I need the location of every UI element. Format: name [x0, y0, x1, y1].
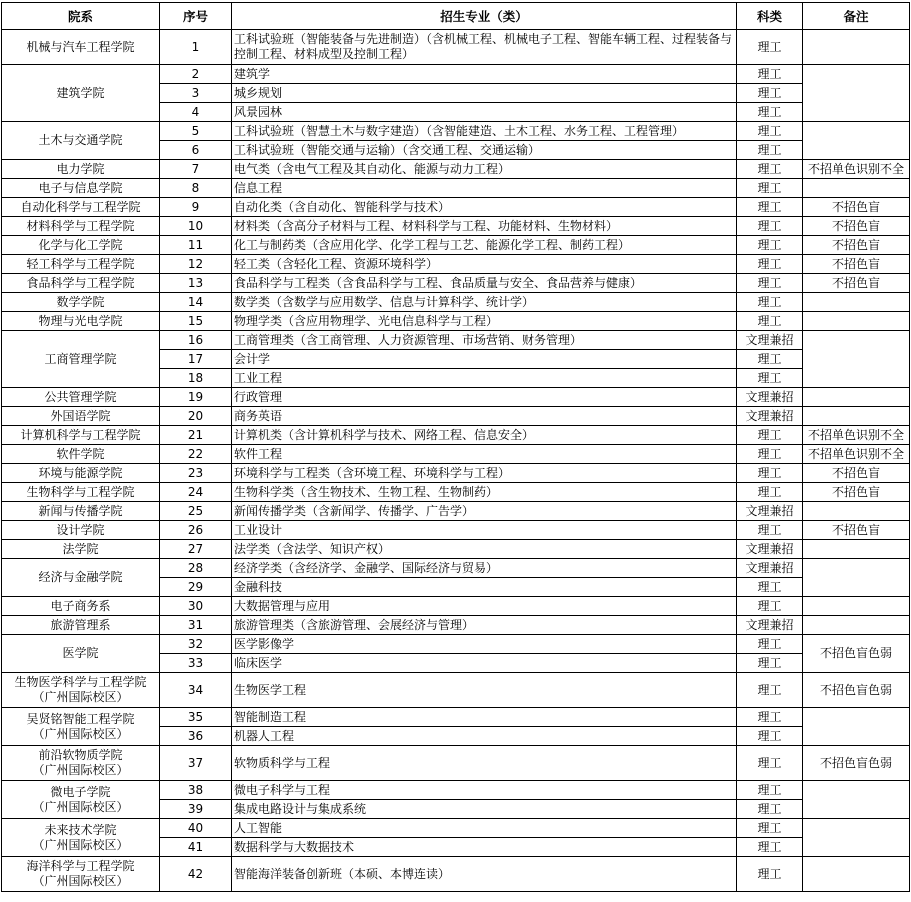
no-cell: 2	[160, 65, 232, 84]
dept-campus: （广州国际校区）	[32, 874, 129, 888]
note-cell: 不招色盲	[803, 464, 910, 483]
table-row	[2, 255, 910, 274]
major-cell: 轻工类（含轻化工程、资源环境科学）	[232, 255, 737, 274]
note-cell	[803, 559, 910, 597]
kind-cell: 理工	[737, 727, 803, 746]
dept-cell: 医学院	[2, 635, 160, 673]
dept-cell: 工商管理学院	[2, 331, 160, 388]
note-cell	[803, 65, 910, 122]
table-row	[2, 30, 910, 65]
major-cell: 食品科学与工程类（含食品科学与工程、食品质量与安全、食品营养与健康）	[232, 274, 737, 293]
note-cell	[803, 388, 910, 407]
major-cell: 软物质科学与工程	[232, 746, 737, 781]
note-cell: 不招单色识别不全	[803, 160, 910, 179]
note-cell: 不招色盲	[803, 198, 910, 217]
no-cell: 21	[160, 426, 232, 445]
header-major: 招生专业（类）	[232, 3, 737, 30]
kind-cell: 理工	[737, 426, 803, 445]
table-row	[2, 331, 910, 350]
dept-cell: 外国语学院	[2, 407, 160, 426]
dept-cell: 旅游管理系	[2, 616, 160, 635]
major-cell: 行政管理	[232, 388, 737, 407]
note-cell	[803, 597, 910, 616]
note-cell: 不招色盲色弱	[803, 746, 910, 781]
header-row	[2, 3, 910, 30]
dept-name: 海洋科学与工程学院	[26, 859, 135, 873]
kind-cell: 理工	[737, 30, 803, 65]
no-cell: 19	[160, 388, 232, 407]
kind-cell: 文理兼招	[737, 616, 803, 635]
major-cell: 新闻传播学类（含新闻学、传播学、广告学）	[232, 502, 737, 521]
table-row	[2, 426, 910, 445]
kind-cell: 理工	[737, 445, 803, 464]
major-cell: 数据科学与大数据技术	[232, 838, 737, 857]
major-cell: 自动化类（含自动化、智能科学与技术）	[232, 198, 737, 217]
kind-cell: 文理兼招	[737, 407, 803, 426]
dept-cell	[2, 708, 160, 746]
major-cell: 生物医学工程	[232, 673, 737, 708]
major-cell: 工业设计	[232, 521, 737, 540]
note-cell: 不招色盲色弱	[803, 673, 910, 708]
dept-cell	[2, 857, 160, 892]
dept-cell: 设计学院	[2, 521, 160, 540]
note-cell: 不招单色识别不全	[803, 426, 910, 445]
no-cell: 7	[160, 160, 232, 179]
major-cell: 大数据管理与应用	[232, 597, 737, 616]
kind-cell: 理工	[737, 160, 803, 179]
table-row	[2, 746, 910, 781]
note-cell	[803, 407, 910, 426]
table-row	[2, 857, 910, 892]
dept-name: 吴贤铭智能工程学院	[26, 711, 135, 726]
no-cell: 40	[160, 819, 232, 838]
note-cell	[803, 502, 910, 521]
no-cell: 17	[160, 350, 232, 369]
kind-cell: 理工	[737, 255, 803, 274]
note-cell	[803, 616, 910, 635]
dept-cell: 法学院	[2, 540, 160, 559]
dept-cell: 软件学院	[2, 445, 160, 464]
table-row	[2, 673, 910, 708]
kind-cell: 理工	[737, 179, 803, 198]
no-cell: 27	[160, 540, 232, 559]
major-cell: 集成电路设计与集成系统	[232, 800, 737, 819]
major-cell: 旅游管理类（含旅游管理、会展经济与管理）	[232, 616, 737, 635]
header-dept: 院系	[2, 3, 160, 30]
note-cell	[803, 179, 910, 198]
kind-cell: 理工	[737, 819, 803, 838]
note-cell	[803, 819, 910, 857]
no-cell: 6	[160, 141, 232, 160]
note-cell	[803, 312, 910, 331]
table-row	[2, 521, 910, 540]
kind-cell: 理工	[737, 65, 803, 84]
kind-cell: 理工	[737, 141, 803, 160]
dept-cell: 建筑学院	[2, 65, 160, 122]
no-cell: 37	[160, 746, 232, 781]
kind-cell: 理工	[737, 369, 803, 388]
table-row	[2, 160, 910, 179]
dept-cell: 自动化科学与工程学院	[2, 198, 160, 217]
kind-cell: 文理兼招	[737, 559, 803, 578]
kind-cell: 理工	[737, 464, 803, 483]
dept-cell: 电子商务系	[2, 597, 160, 616]
table-row	[2, 502, 910, 521]
no-cell: 9	[160, 198, 232, 217]
no-cell: 11	[160, 236, 232, 255]
kind-cell: 理工	[737, 635, 803, 654]
dept-cell: 公共管理学院	[2, 388, 160, 407]
table-row	[2, 616, 910, 635]
kind-cell: 理工	[737, 654, 803, 673]
dept-cell: 环境与能源学院	[2, 464, 160, 483]
major-cell: 机器人工程	[232, 727, 737, 746]
dept-cell: 生物科学与工程学院	[2, 483, 160, 502]
dept-campus: （广州国际校区）	[32, 690, 129, 704]
major-cell: 法学类（含法学、知识产权）	[232, 540, 737, 559]
no-cell: 8	[160, 179, 232, 198]
dept-name: 生物医学科学与工程学院	[14, 675, 147, 689]
kind-cell: 理工	[737, 578, 803, 597]
no-cell: 5	[160, 122, 232, 141]
table-row	[2, 635, 910, 654]
dept-cell: 计算机科学与工程学院	[2, 426, 160, 445]
major-cell: 信息工程	[232, 179, 737, 198]
kind-cell: 理工	[737, 800, 803, 819]
dept-cell: 化学与化工学院	[2, 236, 160, 255]
major-cell: 微电子科学与工程	[232, 781, 737, 800]
kind-cell: 文理兼招	[737, 502, 803, 521]
table-row	[2, 293, 910, 312]
major-cell: 计算机类（含计算机科学与技术、网络工程、信息安全）	[232, 426, 737, 445]
no-cell: 3	[160, 84, 232, 103]
major-cell: 城乡规划	[232, 84, 737, 103]
major-cell: 生物科学类（含生物技术、生物工程、生物制药）	[232, 483, 737, 502]
no-cell: 42	[160, 857, 232, 892]
kind-cell: 理工	[737, 198, 803, 217]
kind-cell: 理工	[737, 122, 803, 141]
table-row	[2, 819, 910, 838]
no-cell: 31	[160, 616, 232, 635]
table-row	[2, 483, 910, 502]
note-cell	[803, 30, 910, 65]
table-row	[2, 274, 910, 293]
major-cell: 工商管理类（含工商管理、人力资源管理、市场营销、财务管理）	[232, 331, 737, 350]
dept-cell: 经济与金融学院	[2, 559, 160, 597]
no-cell: 14	[160, 293, 232, 312]
major-cell: 临床医学	[232, 654, 737, 673]
note-cell	[803, 781, 910, 819]
major-cell: 化工与制药类（含应用化学、化学工程与工艺、能源化学工程、制药工程）	[232, 236, 737, 255]
major-cell: 软件工程	[232, 445, 737, 464]
dept-name: 前沿软物质学院	[38, 748, 123, 762]
no-cell: 13	[160, 274, 232, 293]
kind-cell: 理工	[737, 293, 803, 312]
no-cell: 38	[160, 781, 232, 800]
no-cell: 41	[160, 838, 232, 857]
no-cell: 23	[160, 464, 232, 483]
table-row	[2, 122, 910, 141]
no-cell: 10	[160, 217, 232, 236]
dept-cell	[2, 819, 160, 857]
header-note: 备注	[803, 3, 910, 30]
dept-cell: 轻工科学与工程学院	[2, 255, 160, 274]
header-no: 序号	[160, 3, 232, 30]
dept-cell	[2, 746, 160, 781]
table-row	[2, 217, 910, 236]
kind-cell: 理工	[737, 483, 803, 502]
no-cell: 16	[160, 331, 232, 350]
major-cell: 商务英语	[232, 407, 737, 426]
note-cell: 不招色盲色弱	[803, 635, 910, 673]
kind-cell: 理工	[737, 274, 803, 293]
note-cell: 不招色盲	[803, 255, 910, 274]
no-cell: 20	[160, 407, 232, 426]
no-cell: 22	[160, 445, 232, 464]
note-cell	[803, 331, 910, 388]
major-cell: 智能制造工程	[232, 708, 737, 727]
major-cell: 工科试验班（智能交通与运输）（含交通工程、交通运输）	[232, 141, 737, 160]
note-cell: 不招单色识别不全	[803, 445, 910, 464]
kind-cell: 理工	[737, 708, 803, 727]
major-cell: 材料类（含高分子材料与工程、材料科学与工程、功能材料、生物材料）	[232, 217, 737, 236]
table-row	[2, 559, 910, 578]
kind-cell: 理工	[737, 673, 803, 708]
major-cell: 建筑学	[232, 65, 737, 84]
no-cell: 29	[160, 578, 232, 597]
table-row	[2, 198, 910, 217]
table-row	[2, 445, 910, 464]
major-cell: 智能海洋装备创新班（本硕、本博连读）	[232, 857, 737, 892]
table-row	[2, 781, 910, 800]
major-cell: 医学影像学	[232, 635, 737, 654]
kind-cell: 理工	[737, 350, 803, 369]
kind-cell: 理工	[737, 838, 803, 857]
major-cell: 人工智能	[232, 819, 737, 838]
kind-cell: 文理兼招	[737, 331, 803, 350]
major-cell: 会计学	[232, 350, 737, 369]
major-cell: 环境科学与工程类（含环境工程、环境科学与工程）	[232, 464, 737, 483]
table-row	[2, 708, 910, 727]
major-cell: 电气类（含电气工程及其自动化、能源与动力工程）	[232, 160, 737, 179]
kind-cell: 理工	[737, 103, 803, 122]
kind-cell: 理工	[737, 312, 803, 331]
no-cell: 39	[160, 800, 232, 819]
no-cell: 12	[160, 255, 232, 274]
table-row	[2, 236, 910, 255]
table-row	[2, 597, 910, 616]
note-cell: 不招色盲	[803, 236, 910, 255]
table-row	[2, 179, 910, 198]
no-cell: 32	[160, 635, 232, 654]
note-cell: 不招色盲	[803, 217, 910, 236]
no-cell: 26	[160, 521, 232, 540]
dept-cell: 数学学院	[2, 293, 160, 312]
kind-cell: 文理兼招	[737, 540, 803, 559]
note-cell	[803, 708, 910, 746]
major-cell: 工科试验班（智慧土木与数字建造）（含智能建造、土木工程、水务工程、工程管理）	[232, 122, 737, 141]
dept-name: 未来技术学院	[44, 822, 117, 837]
dept-cell	[2, 673, 160, 708]
major-cell: 工业工程	[232, 369, 737, 388]
header-kind: 科类	[737, 3, 803, 30]
table-row	[2, 407, 910, 426]
dept-cell: 电力学院	[2, 160, 160, 179]
kind-cell: 文理兼招	[737, 388, 803, 407]
no-cell: 33	[160, 654, 232, 673]
admissions-table	[1, 2, 910, 892]
dept-cell: 机械与汽车工程学院	[2, 30, 160, 65]
dept-campus: （广州国际校区）	[32, 726, 129, 741]
no-cell: 30	[160, 597, 232, 616]
no-cell: 18	[160, 369, 232, 388]
dept-cell: 材料科学与工程学院	[2, 217, 160, 236]
note-cell	[803, 540, 910, 559]
table-row	[2, 388, 910, 407]
kind-cell: 理工	[737, 521, 803, 540]
table-row	[2, 540, 910, 559]
note-cell: 不招色盲	[803, 274, 910, 293]
kind-cell: 理工	[737, 781, 803, 800]
dept-name: 微电子学院	[50, 784, 111, 799]
dept-cell: 物理与光电学院	[2, 312, 160, 331]
dept-cell: 食品科学与工程学院	[2, 274, 160, 293]
kind-cell: 理工	[737, 746, 803, 781]
note-cell	[803, 122, 910, 160]
no-cell: 36	[160, 727, 232, 746]
dept-campus: （广州国际校区）	[32, 763, 129, 777]
kind-cell: 理工	[737, 217, 803, 236]
note-cell	[803, 293, 910, 312]
major-cell: 金融科技	[232, 578, 737, 597]
major-cell: 工科试验班（智能装备与先进制造）（含机械工程、机械电子工程、智能车辆工程、过程装备与控制工程、材料成型及控制工程）	[232, 30, 737, 65]
dept-cell: 土木与交通学院	[2, 122, 160, 160]
major-cell: 物理学类（含应用物理学、光电信息科学与工程）	[232, 312, 737, 331]
table-row	[2, 312, 910, 331]
no-cell: 34	[160, 673, 232, 708]
note-cell	[803, 857, 910, 892]
dept-cell: 电子与信息学院	[2, 179, 160, 198]
dept-cell: 新闻与传播学院	[2, 502, 160, 521]
kind-cell: 理工	[737, 84, 803, 103]
no-cell: 24	[160, 483, 232, 502]
dept-campus: （广州国际校区）	[32, 837, 129, 852]
table-row	[2, 464, 910, 483]
kind-cell: 理工	[737, 597, 803, 616]
no-cell: 28	[160, 559, 232, 578]
major-cell: 风景园林	[232, 103, 737, 122]
no-cell: 1	[160, 30, 232, 65]
kind-cell: 理工	[737, 857, 803, 892]
major-cell: 经济学类（含经济学、金融学、国际经济与贸易）	[232, 559, 737, 578]
no-cell: 4	[160, 103, 232, 122]
dept-cell	[2, 781, 160, 819]
major-cell: 数学类（含数学与应用数学、信息与计算科学、统计学）	[232, 293, 737, 312]
note-cell: 不招色盲	[803, 483, 910, 502]
kind-cell: 理工	[737, 236, 803, 255]
no-cell: 35	[160, 708, 232, 727]
no-cell: 25	[160, 502, 232, 521]
note-cell: 不招色盲	[803, 521, 910, 540]
no-cell: 15	[160, 312, 232, 331]
table-row	[2, 65, 910, 84]
dept-campus: （广州国际校区）	[32, 799, 129, 814]
